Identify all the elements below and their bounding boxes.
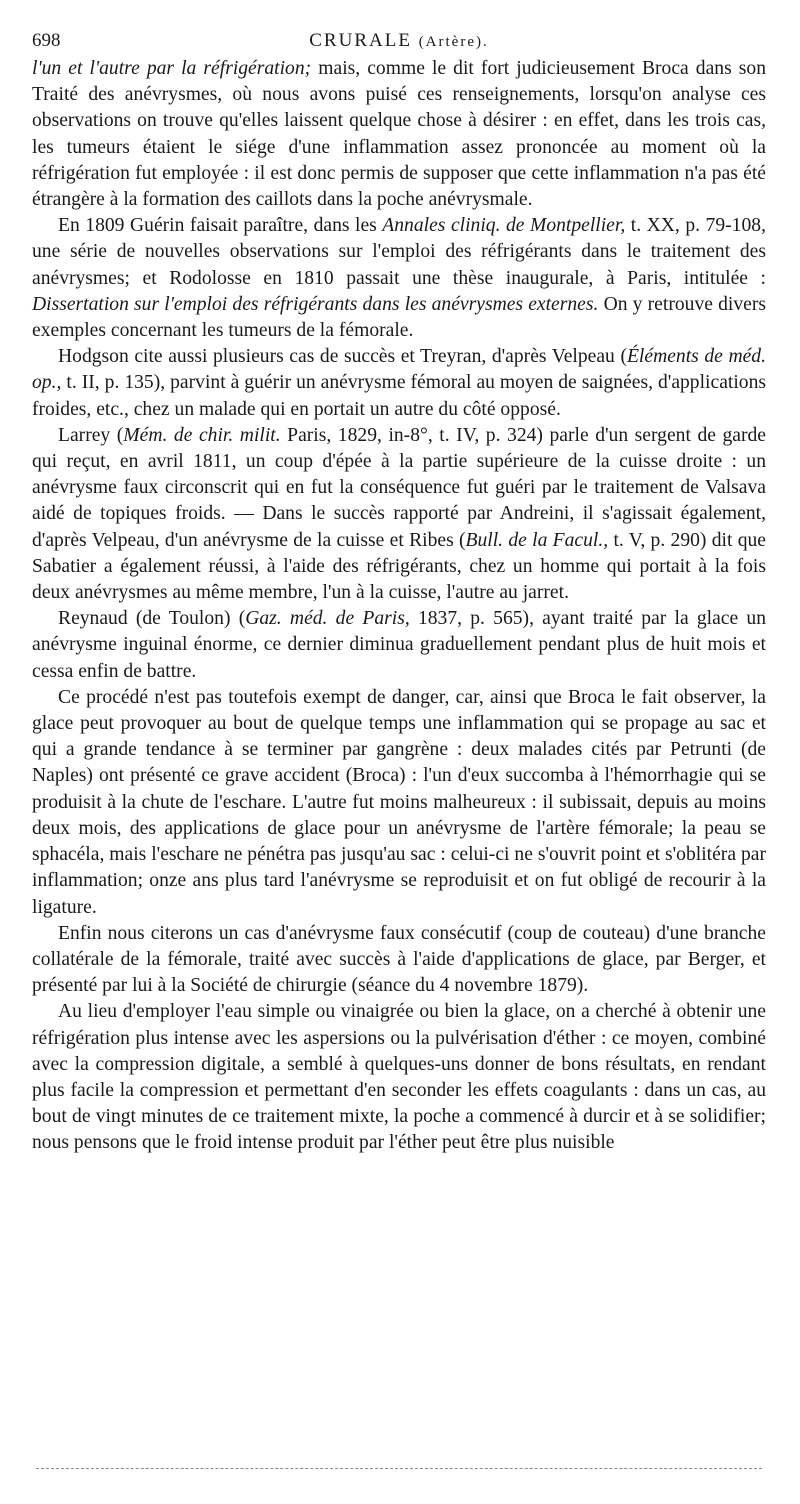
italic-run: Éléments de méd. op., [32,346,766,394]
paragraph [32,56,766,213]
body-text [32,56,766,1157]
paragraph [32,685,766,921]
text-run: mais, comme le dit fort judicieusement Broca dans son Traité des anévrysmes, où nous avons puisé ces renseignements, lorsqu'on analyse ces observations on trouve qu'elles laissent quelque chose à désirer : en effet, dans les trois cas, les tumeurs étaient le siége d'une inflammation assez prononcée au moment où la réfrigération fut employée : il est donc permis de supposer que cette inflammation n'a pas été étrangère à la formation des caillots dans la poche anévrysmale. [32,58,767,211]
running-title-main: CRURALE [309,30,412,51]
paragraph [32,606,766,685]
text-run: Larrey ( [58,424,124,446]
italic-run: Dissertation sur l'emploi des réfrigérants dans les anévrysmes externes. [32,293,599,315]
paragraph [32,344,766,423]
running-title-subtitle: (Artère). [418,34,489,50]
italic-run: Annales cliniq. de Montpellier, [382,215,626,237]
text-run: Ce procédé n'est pas toutefois exempt de danger, car, ainsi que Broca le fait observer, la glace peut provoquer au bout de quelque temps une inflammation qui se propage au sac et qui a grande tendance à se terminer par gangrène : deux malades cités par Petrunti (de Naples) ont présenté ce grave accident (Broca) : l'un d'eux succomba à l'hémorrhagie qui se produisit à la chute de l'eschare. L'autre fut moins malheureux : il subissait, depuis au moins deux mois, des applications de glace pour un anévrysme de l'artère fémorale; la peau se sphacéla, mais l'eschare ne pénétra pas jusqu'au sac : celui-ci ne s'ouvrit point et s'oblitéra par inflammation; onze ans plus tard l'anévrysme se reproduisit et on fut obligé de recourir à la ligature. [32,686,766,918]
page-number: 698 [32,30,61,51]
text-run: Au lieu d'employer l'eau simple ou vinaigrée ou bien la glace, on a cherché à obtenir une réfrigération plus intense avec les aspersions ou la pulvérisation d'éther : ce moyen, combiné avec la compression digitale, a semblé à quelques-uns donner de bons résultats, en rendant plus facile la compression et permettant d'en seconder les effets coagulants : dans un cas, au bout de vingt minutes de ce traitement mixte, la poche a commencé à durcir et à se solidifier; nous pensons que le froid intense produit par l'éther peut être plus nuisible [32,1001,766,1154]
text-run: Paris, 1829, in-8°, t. IV, p. 324) parle d'un sergent de garde qui reçut, en avril 1811, un coup d'épée à la partie supérieure de la cuisse droite : un anévrysme faux circonscrit qui en fut la conséquence fut guéri par le traitement de Valsava aidé de topiques froids. — Dans le succès rapporté par Andreini, il s'agissait également, d'après Velpeau, d'un anévrysme de la cuisse et Ribes ( [32,424,767,551]
text-run: t. XX, p. 79-108, une série de nouvelles observations sur l'emploi des réfrigérants dans le traitement des anévrysmes; et Rodolosse en 1810 passait une thèse inaugurale, à Paris, intitulée : [32,215,766,289]
paragraph [32,423,766,606]
page-header [32,22,766,56]
text-run: Reynaud (de Toulon) ( [58,608,246,630]
italic-run: l'un et l'autre par la réfrigération; [32,58,312,79]
document-page [32,22,766,1157]
text-run: Hodgson cite aussi plusieurs cas de succès et Treyran, d'après Velpeau ( [58,346,627,368]
text-run: 1837, p. 565), ayant traité par la glace un anévrysme inguinal énorme, ce dernier diminua graduellement pendant plus de huit mois et cessa enfin de battre. [32,608,766,682]
text-run: En 1809 Guérin faisait paraître, dans les [58,215,383,237]
italic-run: Gaz. méd. de Paris, [245,608,410,630]
running-title [32,30,766,52]
text-run: Enfin nous citerons un cas d'anévrysme faux consécutif (coup de couteau) d'une branche collatérale de la fémorale, traité avec succès à l'aide d'applications de glace, par Berger, et présenté par lui à la Société de chirurgie (séance du 4 novembre 1879). [32,922,766,997]
text-run: On y retrouve divers exemples concernant les tumeurs de la fémorale. [32,293,766,342]
paragraph [32,921,766,1000]
italic-run: Bull. de la Facul., [465,529,609,551]
paragraph [32,213,766,344]
footer-rule [36,1468,762,1469]
paragraph [32,999,766,1156]
text-run: t. II, p. 135), parvint à guérir un anévrysme fémoral au moyen de saignées, d'applications froides, etc., chez un malade qui en portait un autre du côté opposé. [32,372,766,420]
text-run: t. V, p. 290) dit que Sabatier a également réussi, à l'aide des réfrigérants, chez un homme qui portait à la fois deux anévrysmes au même membre, l'un à la cuisse, l'autre au jarret. [32,529,766,604]
italic-run: Mém. de chir. milit. [123,424,281,446]
